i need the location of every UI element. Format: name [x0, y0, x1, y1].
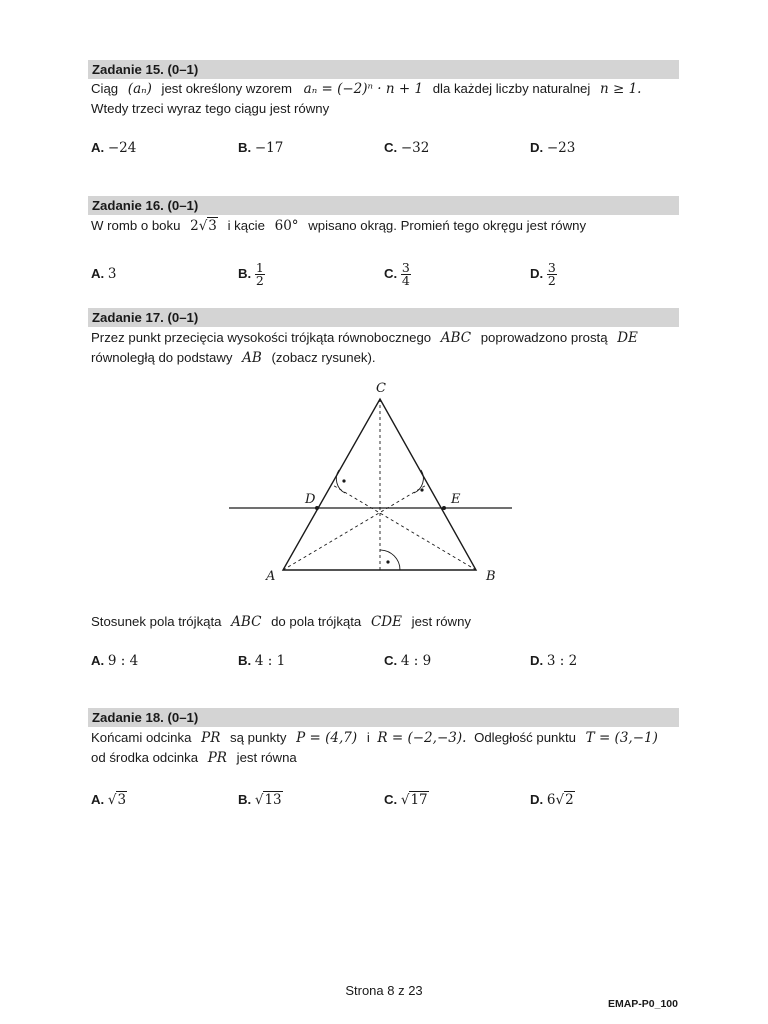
text: dla każdej liczby naturalnej — [432, 81, 591, 96]
point-p: P = (4,7) — [296, 730, 358, 746]
text: Stosunek pola trójkąta — [91, 614, 222, 629]
task-17-question — [91, 613, 471, 631]
formula: aₙ = (−2)ⁿ · n + 1 — [303, 81, 424, 97]
task-17-options — [91, 649, 679, 673]
page-number: Strona 8 z 23 — [345, 983, 423, 998]
text: jest równa — [236, 750, 297, 765]
exam-code: EMAP-P0_100 — [607, 998, 678, 1010]
text: W romb o boku — [91, 218, 181, 233]
option-a[interactable]: A. 3 — [91, 266, 117, 282]
option-c[interactable]: C. −32 — [384, 140, 430, 156]
text: Końcami odcinka — [91, 730, 192, 745]
base-ab: AB — [242, 350, 262, 366]
task-17 — [88, 308, 679, 678]
line-de: DE — [617, 330, 638, 346]
point-t: T = (3,−1) — [585, 730, 658, 746]
condition: n ≥ 1. — [599, 81, 642, 97]
task-18-header: Zadanie 18. (0–1) — [88, 708, 679, 727]
label-c: C — [376, 381, 386, 396]
label-b: B — [486, 569, 496, 584]
text: są punkty — [230, 730, 287, 745]
task-15-header: Zadanie 15. (0–1) — [88, 60, 679, 79]
option-d[interactable]: D. −23 — [530, 140, 576, 156]
option-d[interactable]: D. $\frac{3}{2}$ — [530, 260, 556, 289]
angle-value: 60° — [274, 218, 299, 234]
option-c[interactable]: C. 4 : 9 — [384, 653, 432, 669]
right-angle-mark-bottom — [380, 550, 400, 570]
text: i kącie — [227, 218, 265, 233]
triangle-abc: ABC — [440, 330, 472, 346]
option-b[interactable]: B. √13 — [238, 792, 282, 808]
task-18 — [88, 708, 679, 818]
task-18-line1 — [91, 729, 658, 747]
option-a[interactable]: A. √3 — [91, 792, 127, 808]
point-r: R = (−2,−3). — [377, 730, 467, 746]
text: do pola trójkąta — [271, 614, 362, 629]
label-a: A — [266, 569, 276, 584]
option-d[interactable]: D. 6√2 — [530, 792, 574, 808]
text: od środka odcinka — [91, 750, 199, 765]
text: (zobacz rysunek). — [271, 350, 376, 365]
option-b[interactable]: B. $\frac{1}{2}$ — [238, 260, 264, 289]
triangle-outline — [283, 399, 476, 570]
task-17-header: Zadanie 17. (0–1) — [88, 308, 679, 327]
option-c[interactable]: C. √17 — [384, 792, 428, 808]
text: wpisano okrąg. Promień tego okręgu jest równy — [308, 218, 587, 233]
triangle-abc: ABC — [231, 614, 262, 630]
option-a[interactable]: A. −24 — [91, 140, 137, 156]
text: jest określony wzorem — [161, 81, 292, 96]
task-18-options — [91, 788, 679, 812]
sequence-symbol: (aₙ) — [127, 81, 152, 97]
text: Ciąg — [91, 81, 119, 96]
segment-pr: PR — [201, 730, 221, 746]
triangle-cde: CDE — [370, 614, 402, 630]
task-15-line2: Wtedy trzeci wyraz tego ciągu jest równy — [91, 101, 330, 116]
segment-pr: PR — [207, 750, 227, 766]
task-16-header: Zadanie 16. (0–1) — [88, 196, 679, 215]
option-a[interactable]: A. 9 : 4 — [91, 653, 139, 669]
text: równoległą do podstawy — [91, 350, 233, 365]
label-d: D — [305, 492, 316, 507]
option-b[interactable]: B. −17 — [238, 140, 284, 156]
option-c[interactable]: C. $\frac{3}{4}$ — [384, 260, 410, 289]
text: poprowadzono prostą — [480, 330, 608, 345]
text: jest równy — [411, 614, 472, 629]
label-e: E — [451, 492, 461, 507]
option-b[interactable]: B. 4 : 1 — [238, 653, 286, 669]
side-length: 2√3 — [190, 218, 217, 234]
text: i — [366, 730, 370, 745]
text: Odległość punktu — [474, 730, 576, 745]
text: Przez punkt przecięcia wysokości trójkąta równobocznego — [91, 330, 432, 345]
task-18-line2 — [91, 749, 297, 767]
option-d[interactable]: D. 3 : 2 — [530, 653, 578, 669]
